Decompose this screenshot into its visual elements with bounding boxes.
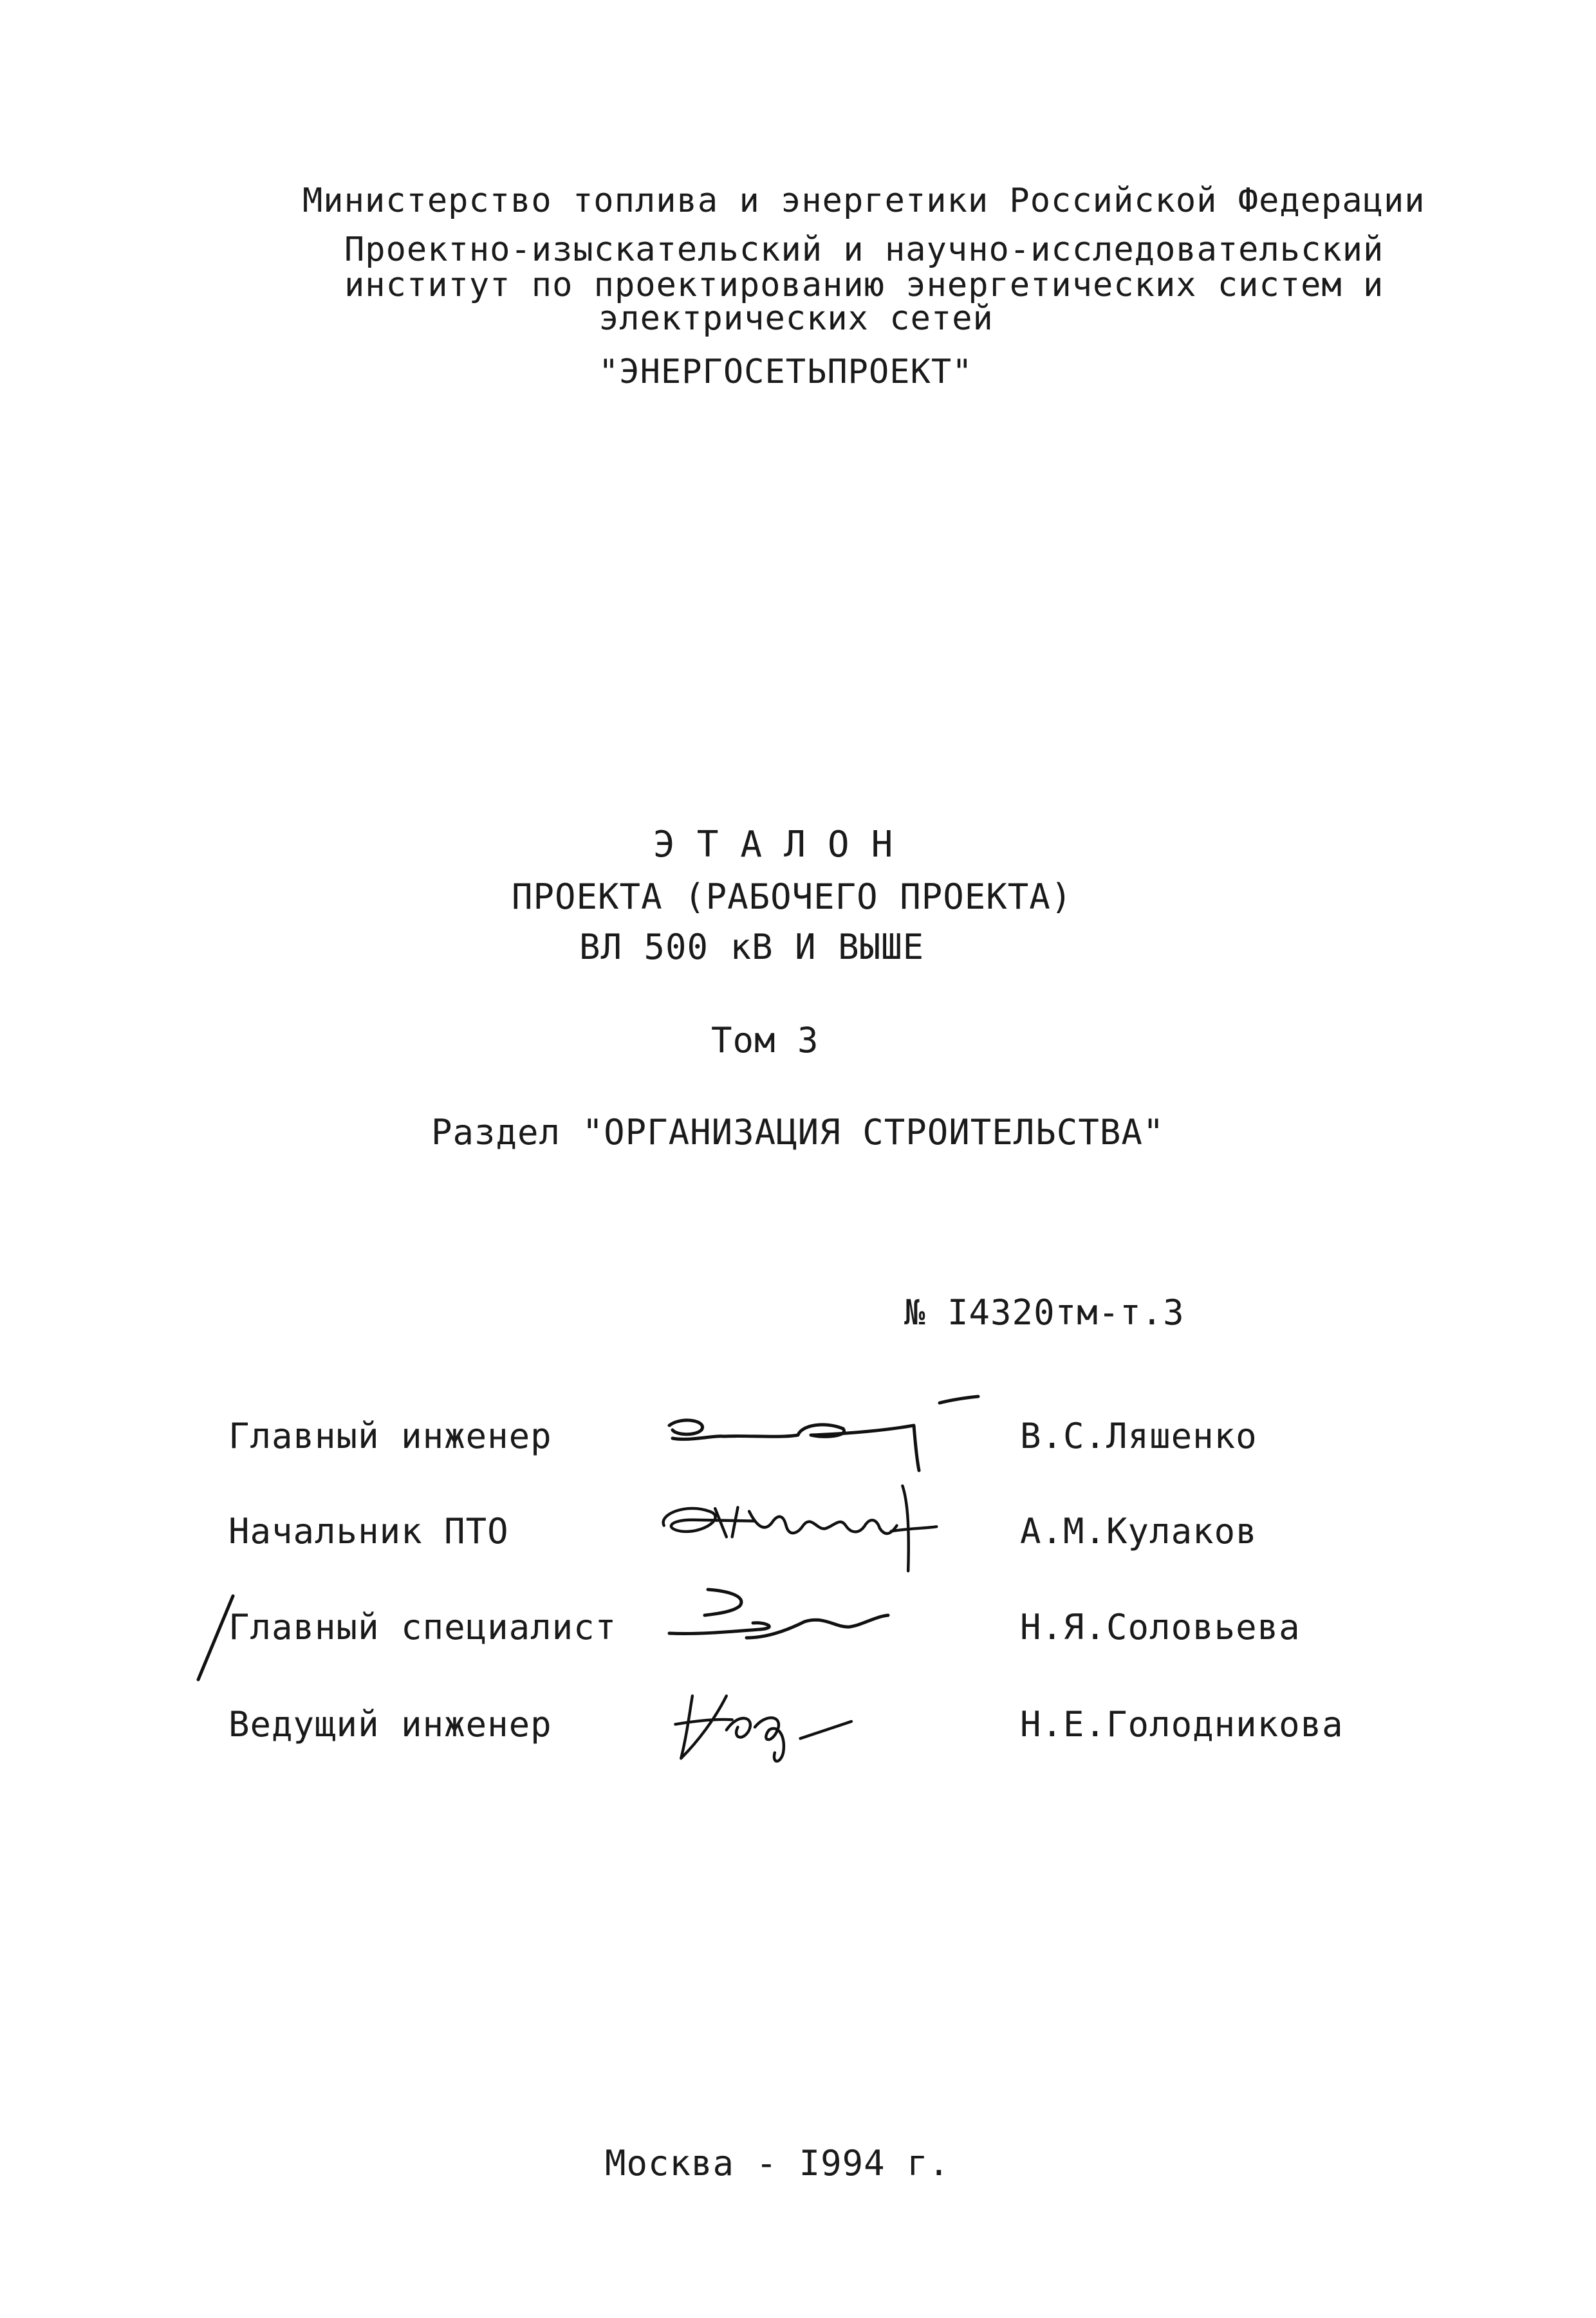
signatory-name-lead-engineer: Н.Е.Голодникова	[1020, 1704, 1344, 1745]
signature-chief-engineer	[618, 1390, 1017, 1487]
organization-name: "ЭНЕРГОСЕТЬПРОЕКТ"	[598, 353, 973, 391]
document-number: № I4320тм-т.3	[904, 1292, 1185, 1333]
institute-line-2: институт по проектированию энергетических систем и	[344, 266, 1384, 304]
title-line: ВЛ 500 кВ И ВЫШЕ	[579, 927, 925, 967]
signatory-role-chief-engineer: Главный инженер	[228, 1416, 552, 1456]
signature-head-pto	[618, 1480, 1017, 1577]
signature-lead-engineer	[618, 1673, 1017, 1770]
signatory-role-lead-engineer: Ведущий инженер	[228, 1704, 552, 1745]
institute-line-1: Проектно-изыскательский и научно-исследовательский	[344, 230, 1384, 269]
signatory-role-head-pto: Начальник ПТО	[228, 1511, 509, 1552]
signatory-name-head-pto: А.М.Кулаков	[1020, 1511, 1257, 1552]
signature-chief-specialist	[618, 1577, 1017, 1673]
signatory-name-chief-engineer: В.С.Ляшенко	[1020, 1416, 1257, 1456]
ministry-line: Министерство топлива и энергетики Российской Федерации	[302, 181, 1425, 220]
title-etalon: ЭТАЛОН	[653, 824, 915, 866]
volume-number: Том 3	[711, 1020, 819, 1061]
place-and-year: Москва - I994 г.	[605, 2143, 951, 2184]
signatory-role-chief-specialist: Главный специалист	[228, 1607, 617, 1647]
signatory-name-chief-specialist: Н.Я.Соловьева	[1020, 1607, 1301, 1647]
section-title: Раздел "ОРГАНИЗАЦИЯ СТРОИТЕЛЬСТВА"	[431, 1112, 1165, 1153]
title-project: ПРОЕКТА (РАБОЧЕГО ПРОЕКТА)	[512, 876, 1073, 917]
institute-line-3: электрических сетей	[598, 299, 994, 338]
